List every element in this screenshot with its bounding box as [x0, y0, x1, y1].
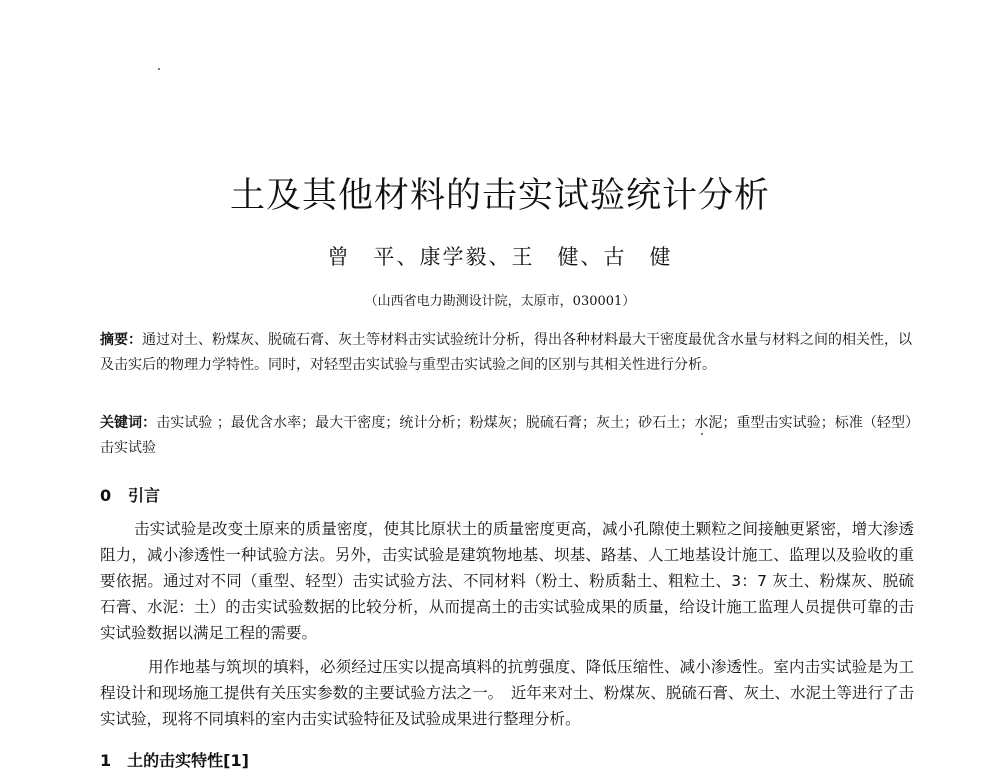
- paper-title: 土及其他材料的击实试验统计分析: [229, 176, 770, 216]
- author-list: 曾 平、康学毅、王 健、古 健: [327, 245, 673, 269]
- scan-speck: [158, 68, 160, 70]
- keywords: [100, 411, 912, 461]
- keywords-label: 关键词：: [100, 415, 157, 431]
- section-number: 0: [100, 486, 112, 505]
- next-section-heading-partial: 1 土的击实特性[1]: [100, 751, 249, 770]
- author-affiliation: （山西省电力勘测设计院，太原市，030001）: [364, 294, 636, 309]
- section-heading-introduction: [100, 483, 160, 506]
- abstract: [100, 328, 912, 378]
- body-paragraph-2: 用作地基与筑坝的填料，必须经过压实以提高填料的抗剪强度、降低压缩性、减小渗透性。室内击实试验是为工程设计和现场施工提供有关压实参数的主要试验方法之一。 近年来对土、粉煤灰、脱硫石膏、灰土、水泥土等进行了击实试验，现将不同填料的室内击实试验特征及试验成果进行整理分析。: [100, 658, 914, 728]
- section-title: 引言: [128, 486, 161, 505]
- keywords-text: 击实试验 ；最优含水率；最大干密度；统计分析；粉煤灰；脱硫石膏；灰土；砂石土；水泥；重型击实试验；标准（轻型）击实试验: [100, 415, 913, 456]
- abstract-text: 通过对土、粉煤灰、脱硫石膏、灰土等材料击实试验统计分析，得出各种材料最大干密度最优含水量与材料之间的相关性，以及击实后的物理力学特性。同时，对轻型击实试验与重型击实试验之间的区别与其相关性进行分析。: [100, 332, 912, 373]
- body-paragraph-1: 击实试验是改变土原来的质量密度，使其比原状土的质量密度更高，减小孔隙使土颗粒之间接触更紧密，增大渗透阻力，减小渗透性一种试验方法。另外，击实试验是建筑物地基、坝基、路基、人工地基设计施工、监理以及验收的重要依据。通过对不同（重型、轻型）击实试验方法、不同材料（粉土、粉质黏土、粗粒土、3：7 灰土、粉煤灰、脱硫石膏、水泥：土）的击实试验数据的比较分析，从而提高土的击实试验成果的质量，给设计施工监理人员提供可靠的击实试验数据以满足工程的需要。: [100, 520, 914, 642]
- abstract-label: 摘要：: [100, 332, 142, 348]
